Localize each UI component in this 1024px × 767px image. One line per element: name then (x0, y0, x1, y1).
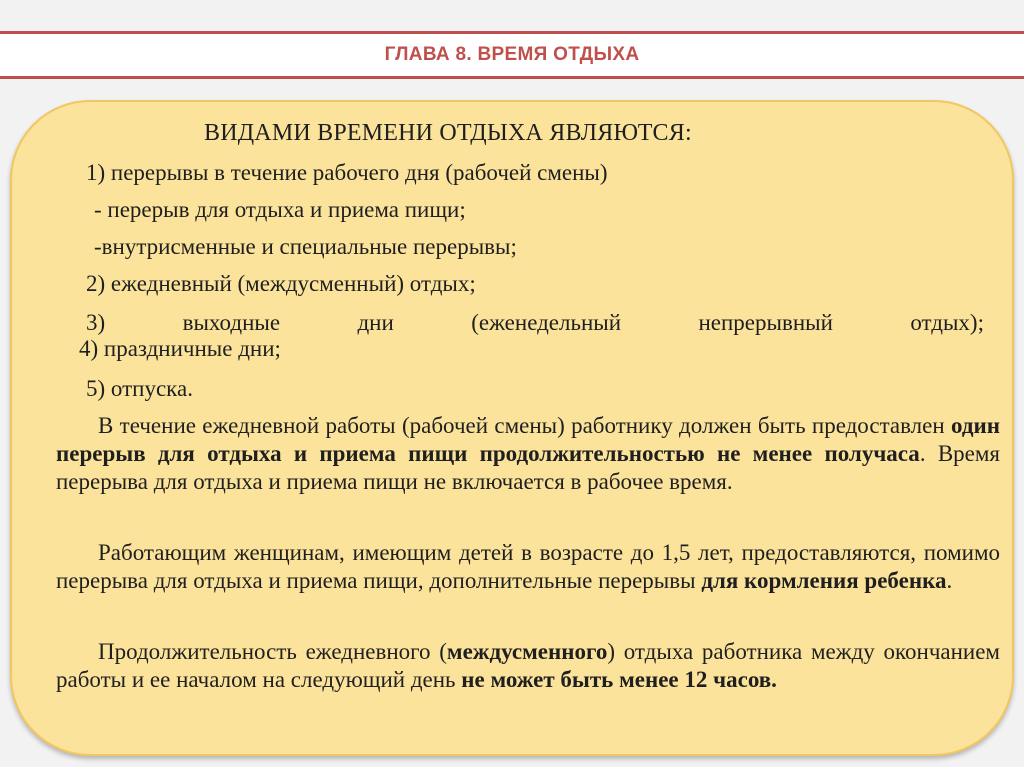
para2-text: Работающим женщинам, имеющим детей в возрасте до 1,5 лет, предоставляются, помимо перерыва для отдыха и приема пищи, дополнительные перерывы (56, 540, 1000, 593)
para1-bold: один перерыв для отдыха и приема пищи продолжительностью не менее получаса (56, 413, 1000, 466)
paragraph-daily-rest (56, 638, 1000, 694)
heading-colon: : (684, 120, 692, 146)
list-item-5: 5) отпуска. (86, 376, 193, 401)
paragraph-break-rule (56, 412, 1000, 496)
list-heading (204, 120, 692, 147)
list-item-4: 4) праздничные дни; (79, 336, 281, 361)
para3-text-mid: ) отдыха работника между окончанием работы и ее началом на следующий день (56, 639, 1000, 692)
list-item-1a: - перерыв для отдыха и приема пищи; (94, 197, 466, 222)
item3-word: дни (357, 310, 394, 335)
item3-word: выходные (182, 310, 281, 335)
content-card (10, 100, 1014, 756)
paragraph-feeding-breaks (56, 539, 1000, 595)
para2-text-end: . (946, 568, 953, 593)
para1-text-end: . Время перерыва для отдыха и приема пищи не включается в рабочее время. (56, 441, 1001, 494)
para3-bold: междусменного (446, 639, 608, 664)
title-bar (0, 31, 1024, 79)
slide-title: ГЛАВА 8. ВРЕМЯ ОТДЫХА (384, 44, 640, 65)
item3-word: непрерывный (698, 310, 833, 335)
heading-text: ВИДАМИ ВРЕМЕНИ ОТДЫХА ЯВЛЯЮТСЯ (204, 120, 685, 146)
item3-word: отдых); (910, 310, 984, 335)
para3-text: Продолжительность ежедневного ( (98, 639, 447, 664)
list-item-3 (86, 309, 984, 336)
item3-word: 3) (86, 310, 106, 335)
list-item-1b: -внутрисменные и специальные перерывы; (94, 234, 517, 259)
list-item-2: 2) ежедневный (междусменный) отдых; (86, 271, 476, 296)
item3-word: (еженедельный (471, 310, 622, 335)
list-item-1: 1) перерывы в течение рабочего дня (рабочей смены) (86, 160, 608, 185)
para3-bold-end: не может быть менее 12 часов. (461, 667, 777, 692)
para2-bold: для кормления ребенка (701, 568, 947, 593)
para1-text: В течение ежедневной работы (рабочей смены) работнику должен быть предоставлен (98, 413, 952, 438)
